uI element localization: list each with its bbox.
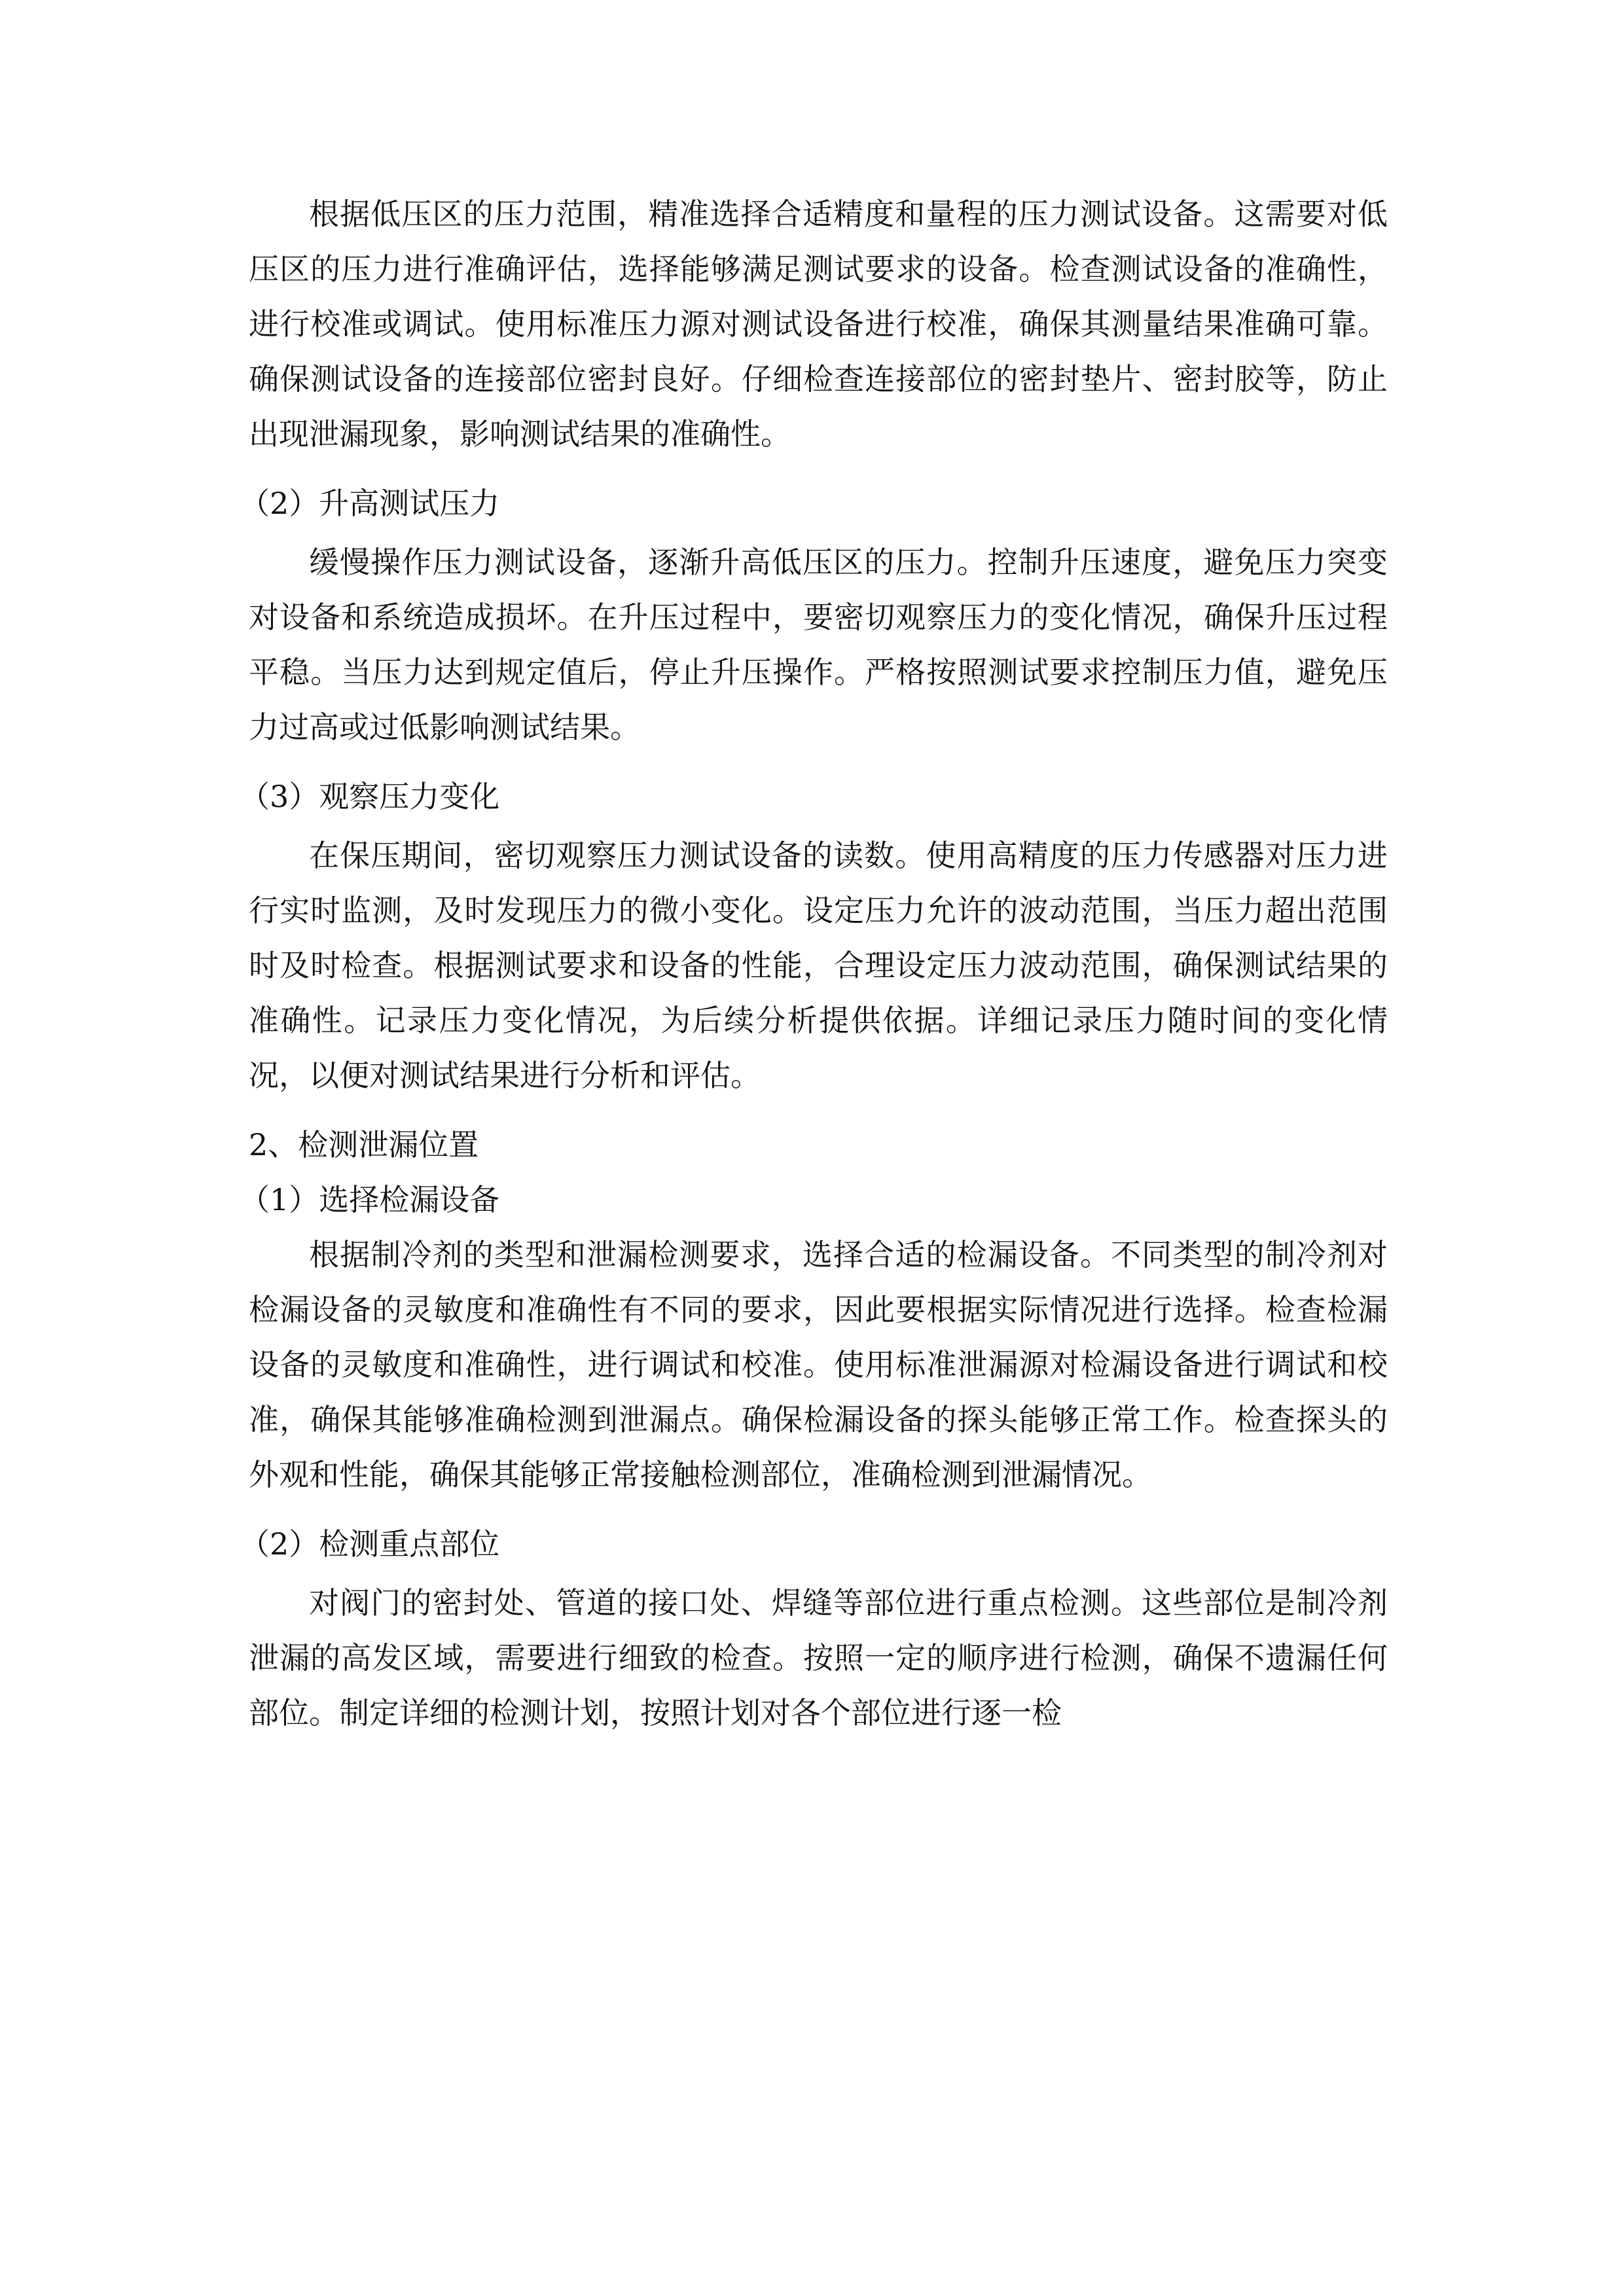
subheading-select-leak-detector: （1）选择检漏设备 bbox=[240, 1182, 500, 1217]
subheading-raise-test-pressure: （2）升高测试压力 bbox=[240, 486, 500, 521]
subheading-observe-pressure-change: （3）观察压力变化 bbox=[240, 779, 500, 814]
paragraph-raise-pressure: 缓慢操作压力测试设备，逐渐升高低压区的压力。控制升压速度，避免压力突变对设备和系统造成损坏。在升压过程中，要密切观察压力的变化情况，确保升压过程平稳。当压力达到规定值后，停止升压操作。严格按照测试要求控制压力值，避免压力过高或过低影响测试结果。 bbox=[249, 545, 1388, 745]
subheading-detect-key-parts: （2）检测重点部位 bbox=[240, 1526, 500, 1562]
heading-detect-leak-location: 2、检测泄漏位置 bbox=[249, 1127, 479, 1162]
document-body bbox=[240, 187, 1388, 1740]
paragraph-select-leak-detector: 根据制冷剂的类型和泄漏检测要求，选择合适的检漏设备。不同类型的制冷剂对检漏设备的灵敏度和准确性有不同的要求，因此要根据实际情况进行选择。检查检漏设备的灵敏度和准确性，进行调试和校准。使用标准泄漏源对检漏设备进行调试和校准，确保其能够准确检测到泄漏点。确保检漏设备的探头能够正常工作。检查探头的外观和性能，确保其能够正常接触检测部位，准确检测到泄漏情况。 bbox=[249, 1237, 1388, 1492]
paragraph-pressure-device-selection: 根据低压区的压力范围，精准选择合适精度和量程的压力测试设备。这需要对低压区的压力进行准确评估，选择能够满足测试要求的设备。检查测试设备的准确性，进行校准或调试。使用标准压力源对测试设备进行校准，确保其测量结果准确可靠。确保测试设备的连接部位密封良好。仔细检查连接部位的密封垫片、密封胶等，防止出现泄漏现象，影响测试结果的准确性。 bbox=[249, 196, 1388, 452]
paragraph-observe-pressure: 在保压期间，密切观察压力测试设备的读数。使用高精度的压力传感器对压力进行实时监测，及时发现压力的微小变化。设定压力允许的波动范围，当压力超出范围时及时检查。根据测试要求和设备的性能，合理设定压力波动范围，确保测试结果的准确性。记录压力变化情况，为后续分析提供依据。详细记录压力随时间的变化情况，以便对测试结果进行分析和评估。 bbox=[249, 838, 1388, 1093]
paragraph-detect-key-parts: 对阀门的密封处、管道的接口处、焊缝等部位进行重点检测。这些部位是制冷剂泄漏的高发区域，需要进行细致的检查。按照一定的顺序进行检测，确保不遗漏任何部位。制定详细的检测计划，按照计划对各个部位进行逐一检 bbox=[249, 1585, 1388, 1731]
